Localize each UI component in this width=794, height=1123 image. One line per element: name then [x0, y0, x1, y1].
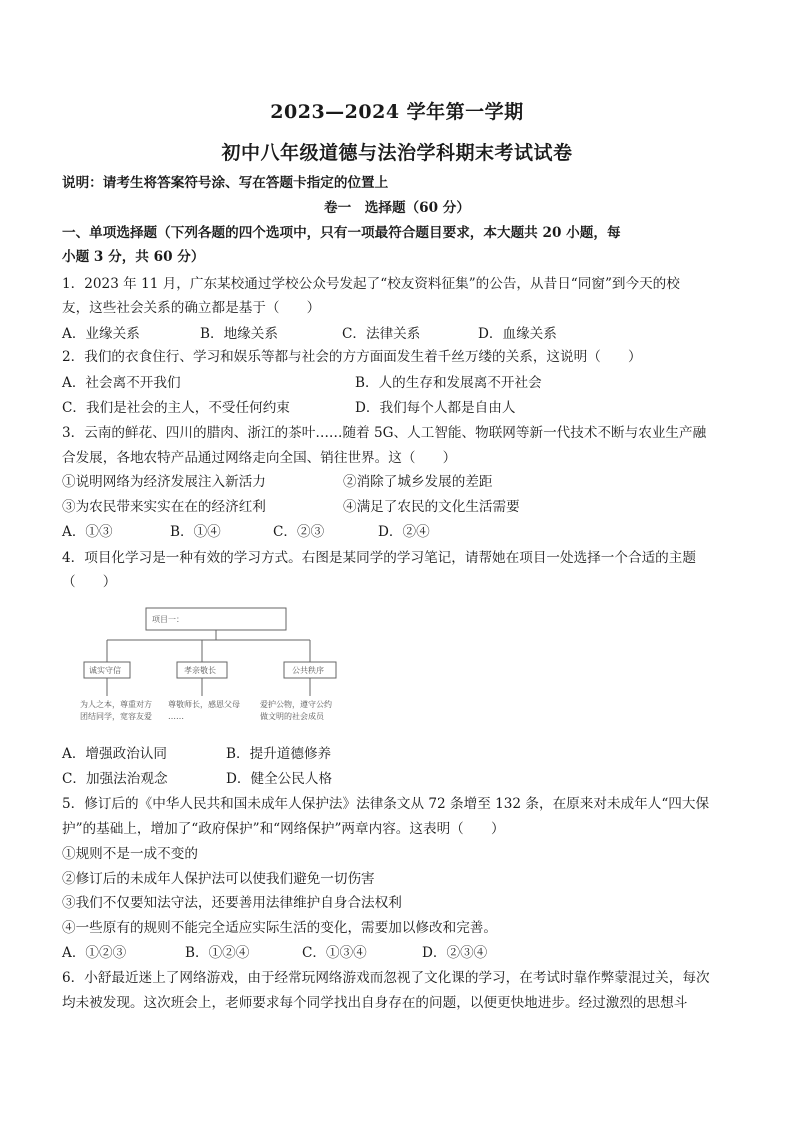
exam-subtitle: 初中八年级道德与法治学科期末考试试卷 [221, 142, 573, 164]
q4-stem-line2: （ ） [62, 574, 117, 590]
q1-option-d: D．血缘关系 [478, 326, 557, 342]
q3-option-a: A．①③ [62, 524, 113, 540]
diagram-leaf-3a: 爱护公物，遵守公约 [260, 700, 332, 709]
q5-statement-2: ②修订后的未成年人保护法可以使我们避免一切伤害 [62, 871, 375, 887]
q5-option-a: A．①②③ [62, 945, 127, 961]
q2-option-d: D．我们每个人都是自由人 [355, 400, 516, 416]
q3-statement-4: ④满足了农民的文化生活需要 [343, 499, 520, 515]
diagram-leaf-1b: 团结同学，宽容友爱 [80, 712, 152, 721]
q3-statement-2: ②消除了城乡发展的差距 [343, 474, 493, 490]
q5-statement-4: ④一些原有的规则不能完全适应实际生活的变化，需要加以修改和完善。 [62, 920, 497, 936]
exam-title: 2023—2024 学年第一学期 [270, 101, 524, 123]
q3-option-b: B．①④ [170, 524, 221, 540]
q1-stem-line1: 1．2023 年 11 月，广东某校通过学校公众号发起了“校友资料征集”的公告，从昔日“同窗”到今天的校 [62, 276, 680, 292]
q1-option-a: A．业缘关系 [62, 326, 140, 342]
q5-option-d: D．②③④ [422, 945, 488, 961]
part1-heading-line2: 小题 3 分，共 60 分） [62, 249, 205, 265]
diagram-branch-2: 孝亲敬长 [184, 666, 216, 675]
q3-option-d: D．②④ [378, 524, 430, 540]
q4-option-b: B．提升道德修养 [226, 746, 332, 762]
diagram-leaf-1a: 为人之本，尊重对方 [80, 700, 152, 709]
q4-option-a: A．增强政治认同 [62, 746, 167, 762]
instructions: 说明：请考生将答案符号涂、写在答题卡指定的位置上 [62, 175, 389, 191]
diagram-branch-1: 诚实守信 [89, 666, 121, 675]
q6-stem-line1: 6．小舒最近迷上了网络游戏，由于经常玩网络游戏而忽视了文化课的学习，在考试时靠作弊蒙混过关，每次 [62, 970, 710, 986]
q4-stem-line1: 4．项目化学习是一种有效的学习方式。右图是某同学的学习笔记，请帮她在项目一处选择一个合适的主题 [62, 550, 696, 566]
q5-option-c: C．①③④ [302, 945, 367, 961]
q6-stem-line2: 均未被发现。这次班会上，老师要求每个同学找出自身存在的问题，以便更快地进步。经过激烈的思想斗 [62, 995, 688, 1011]
q3-option-c: C．②③ [273, 524, 325, 540]
study-notes-diagram [62, 600, 347, 740]
q5-stem-line2: 护”的基础上，增加了“政府保护”和“网络保护”两章内容。这表明（ ） [62, 821, 505, 837]
q5-statement-1: ①规则不是一成不变的 [62, 846, 198, 862]
q4-option-d: D．健全公民人格 [226, 771, 333, 787]
diagram-leaf-3b: 做文明的社会成员 [260, 712, 324, 721]
q4-option-c: C．加强法治观念 [62, 771, 168, 787]
q5-stem-line1: 5．修订后的《中华人民共和国未成年人保护法》法律条文从 72 条增至 132 条，在原来对未成年人“四大保 [62, 796, 710, 812]
part1-heading-line1: 一、单项选择题（下列各题的四个选项中，只有一项最符合题目要求，本大题共 20 小题，每 [62, 225, 621, 241]
diagram-root-label: 项目一： [152, 615, 184, 624]
q2-option-b: B．人的生存和发展离不开社会 [355, 375, 542, 391]
q5-option-b: B．①②④ [185, 945, 250, 961]
section-title: 卷一 选择题（60 分） [324, 200, 470, 216]
q3-stem-line2: 合发展，各地农特产品通过网络走向全国、销往世界。这（ ） [62, 450, 457, 466]
diagram-branch-3: 公共秩序 [292, 666, 324, 675]
q1-option-c: C．法律关系 [342, 326, 421, 342]
q3-statement-1: ①说明网络为经济发展注入新活力 [62, 474, 266, 490]
q2-stem-line1: 2．我们的衣食住行、学习和娱乐等都与社会的方方面面发生着千丝万缕的关系，这说明（ ） [62, 349, 642, 365]
diagram-leaf-2b: …… [168, 712, 184, 721]
q3-statement-3: ③为农民带来实实在在的经济红利 [62, 499, 266, 515]
q5-statement-3: ③我们不仅要知法守法，还要善用法律维护自身合法权利 [62, 895, 402, 911]
q1-stem-line2: 友，这些社会关系的确立都是基于（ ） [62, 300, 321, 316]
q2-option-c: C．我们是社会的主人，不受任何约束 [62, 400, 290, 416]
diagram-leaf-2a: 尊敬师长，感恩父母 [168, 700, 240, 709]
q3-stem-line1: 3．云南的鲜花、四川的腊肉、浙江的茶叶……随着 5G、人工智能、物联网等新一代技术不断与农业生产融 [62, 425, 707, 441]
q1-option-b: B．地缘关系 [200, 326, 278, 342]
q2-option-a: A．社会离不开我们 [62, 375, 181, 391]
